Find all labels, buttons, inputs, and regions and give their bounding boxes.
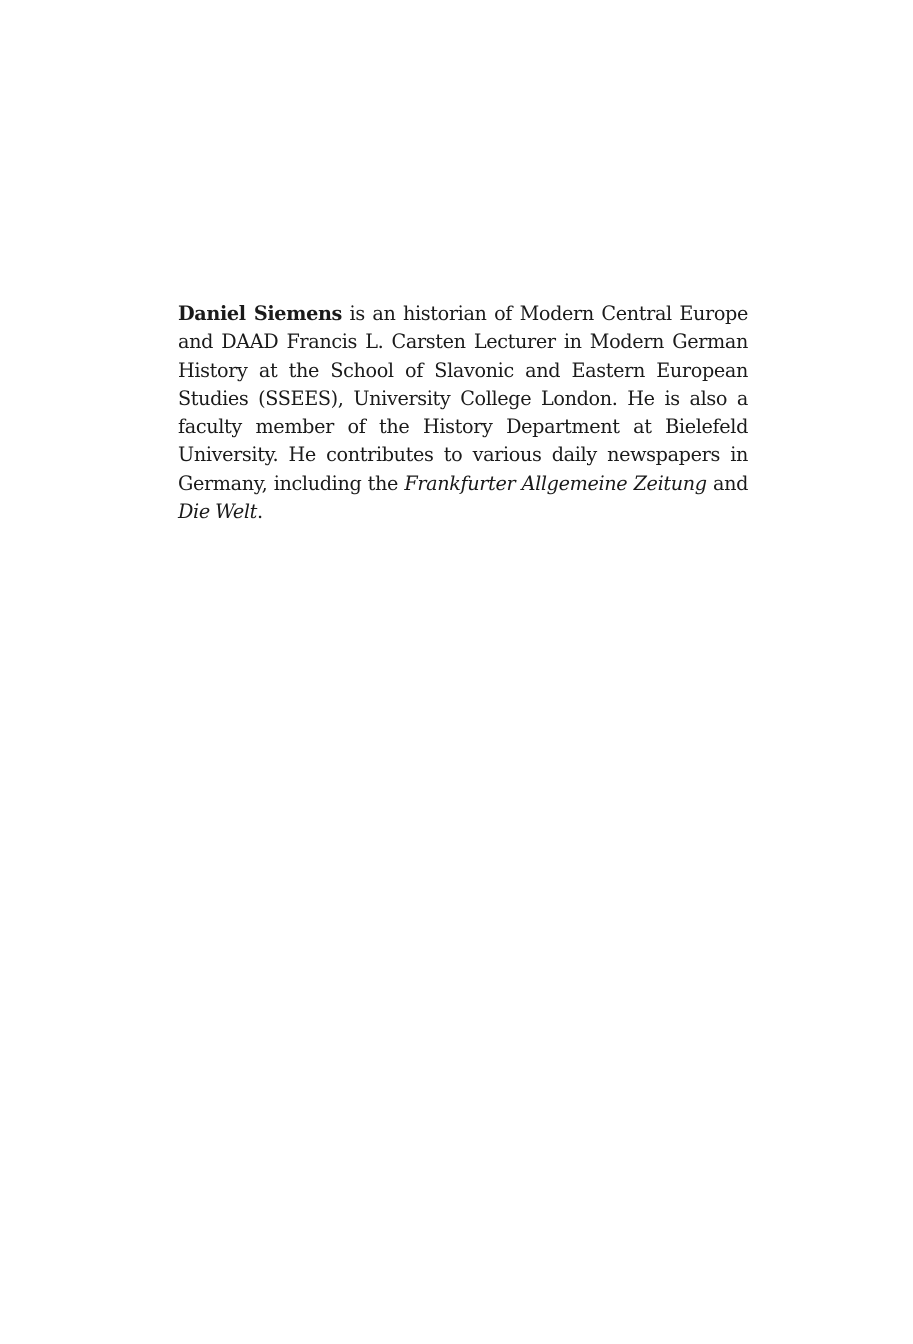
author-bio-paragraph — [178, 300, 748, 526]
publication-title: Die Welt — [178, 500, 258, 524]
bio-text: and — [706, 471, 749, 495]
author-name: Daniel Siemens — [178, 302, 342, 325]
bio-text: . — [257, 500, 263, 524]
publication-title: Frankfurter Allgemeine Zeitung — [404, 471, 707, 495]
bio-text: is an historian of Modern Central Europe and DAAD Francis L. Carsten Lecturer in Modern German History at the School of Slavonic and Eastern European Studies (SSEES), University College London. He is also a faculty member of the History Department at Bielefeld University. He contributes to various daily newspapers in Germany, including the — [178, 302, 748, 495]
